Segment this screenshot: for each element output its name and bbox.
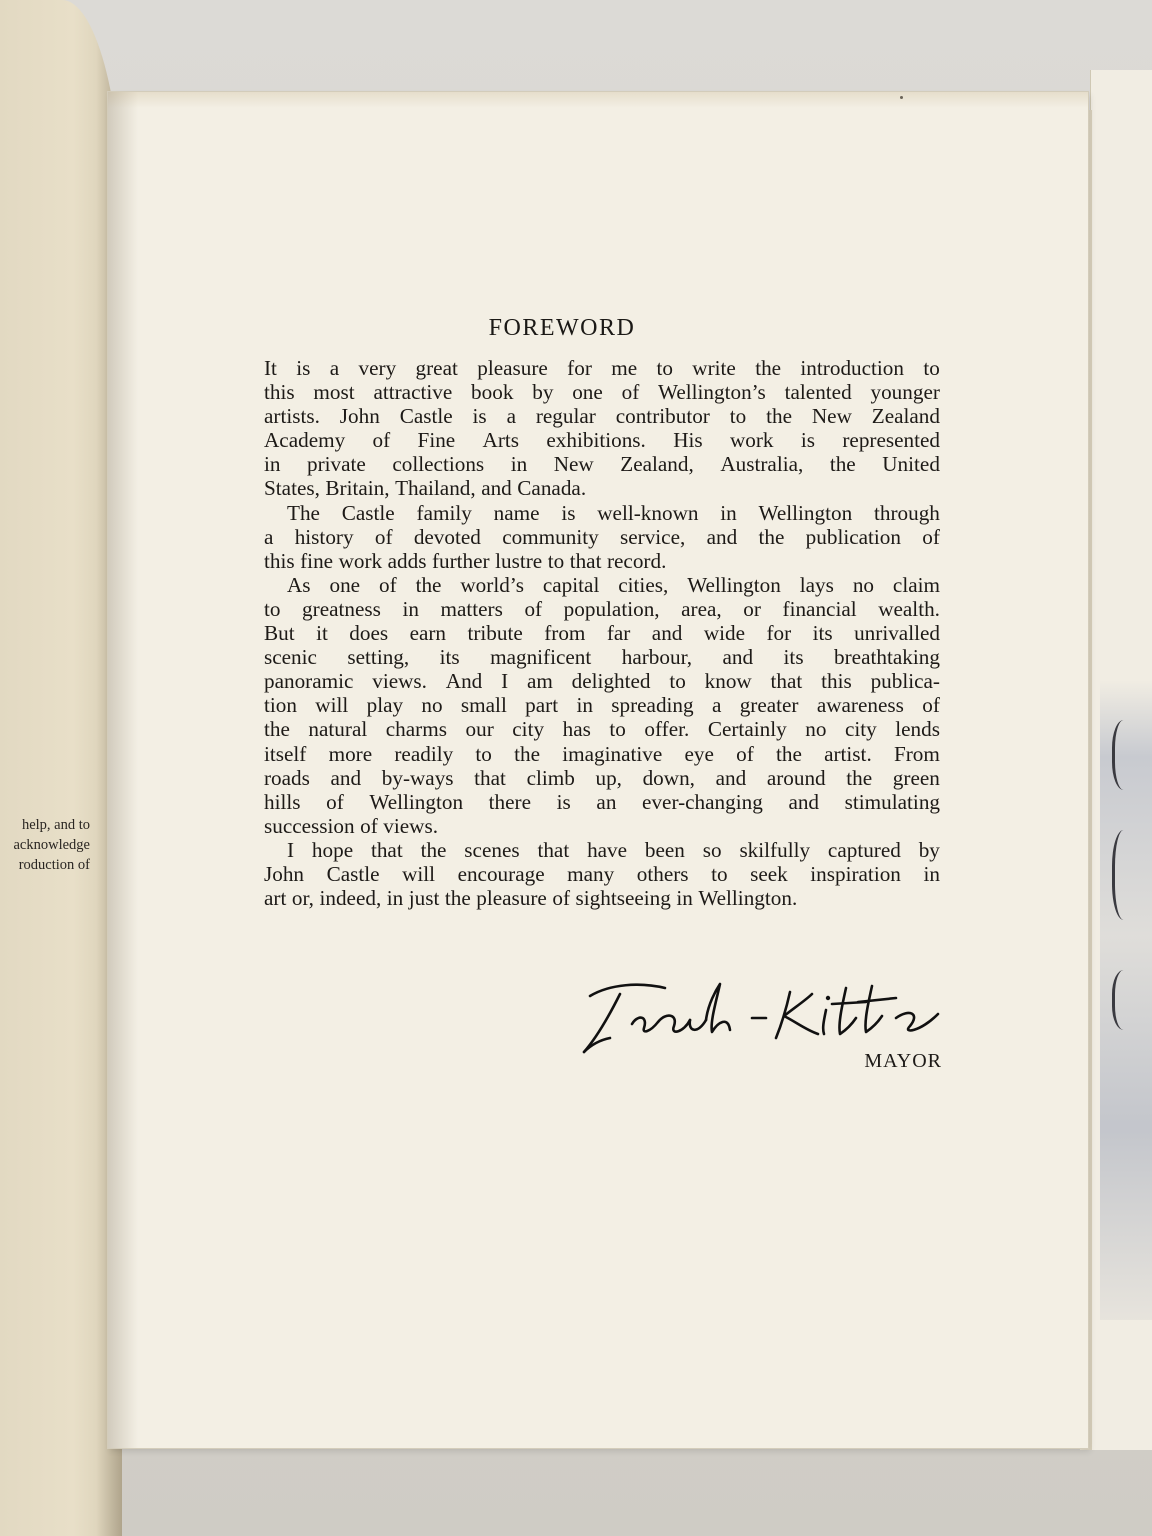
cover-sketch-mark [1112, 720, 1141, 790]
page-top-stain [108, 92, 1088, 108]
paper-speck [900, 96, 903, 99]
previous-page-text [0, 815, 90, 875]
body-line: tion will play no small part in spreading a greater awareness of [264, 693, 940, 718]
page-gutter-shade [108, 92, 138, 1448]
body-line: John Castle will encourage many others to seek inspiration in [264, 861, 940, 886]
body-line: itself more readily to the imaginative eye of the artist. From [264, 741, 940, 766]
cover-illustration-edge [1100, 680, 1152, 1320]
previous-page [0, 0, 122, 1536]
body-line: The Castle family name is well-known in Wellington through [287, 500, 940, 525]
body-line: a history of devoted community service, and the publication of [264, 524, 940, 549]
body-line: artists. John Castle is a regular contributor to the New Zealand [264, 404, 940, 429]
body-line: roads and by-ways that climb up, down, and around the green [264, 765, 940, 790]
previous-page-line: acknowledge [13, 837, 90, 853]
body-line: States, Britain, Thailand, and Canada. [264, 476, 587, 501]
body-line: succession of views. [264, 813, 439, 838]
body-line: It is a very great pleasure for me to write the introduction to [264, 356, 940, 380]
page-title: FOREWORD [488, 315, 636, 341]
body-line: scenic setting, its magnificent harbour, and its breathtaking [264, 645, 940, 670]
body-line: panoramic views. And I am delighted to know that this publica- [264, 669, 940, 694]
body-line: this fine work adds further lustre to that record. [264, 548, 667, 573]
previous-page-line: roduction of [18, 857, 90, 873]
body-line: the natural charms our city has to offer. Certainly no city lends [264, 717, 940, 742]
body-line: As one of the world’s capital cities, Wellington lays no claim [287, 572, 940, 597]
body-line: I hope that the scenes that have been so skilfully captured by [287, 837, 940, 862]
previous-page-line: help, and to [21, 817, 90, 833]
body-line: hills of Wellington there is an ever-changing and stimulating [264, 789, 940, 814]
cover-sketch-mark [1112, 830, 1141, 920]
foreword-body [264, 356, 940, 910]
body-line: to greatness in matters of population, area, or financial wealth. [264, 596, 940, 621]
body-line: this most attractive book by one of Wellington’s talented younger [264, 380, 940, 405]
body-line: in private collections in New Zealand, Australia, the United [264, 452, 940, 477]
cover-sketch-mark [1112, 970, 1141, 1030]
signatory-title: MAYOR [864, 1050, 942, 1072]
body-line: But it does earn tribute from far and wide for its unrivalled [264, 621, 940, 646]
foreword-page [108, 92, 1088, 1448]
body-line: art or, indeed, in just the pleasure of sightseeing in Wellington. [264, 886, 798, 911]
body-line: Academy of Fine Arts exhibitions. His work is represented [264, 428, 940, 453]
